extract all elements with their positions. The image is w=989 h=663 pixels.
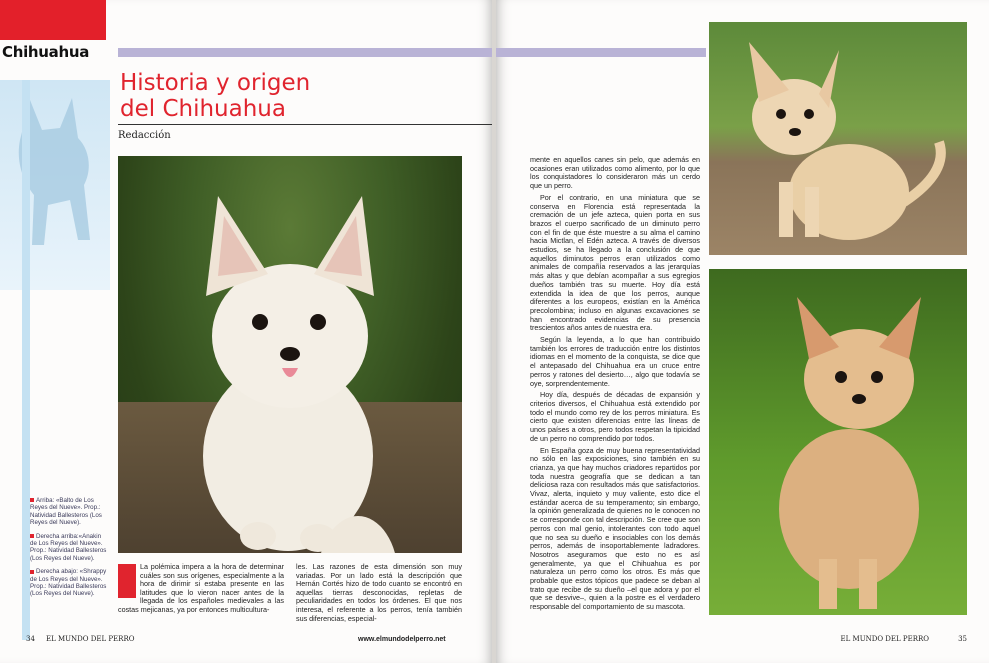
paragraph: mente en aquellos canes sin pelo, que además en ocasiones eran utilizados como alimento, por lo que los conquistadores lo consideraron más un cerdo que un perro. (530, 156, 700, 191)
left-page (0, 0, 492, 663)
dog-illustration (709, 269, 967, 615)
caption-right-bottom: Derecha abajo: «Shrappy de Los Reyes del Nueve». Prop.: Natividad Ballesteros (Los Reyes del Nueve). (30, 568, 107, 598)
top-right-dog-photo (709, 22, 967, 255)
dog-illustration (118, 156, 462, 553)
dog-silhouette-panel (0, 80, 110, 290)
text-column-2: les. Las razones de esta dimensión son muy variadas. Por un lado está la descripción que Hernán Cortés hizo de todo cuanto se encontró en aquellas tierras desconocidas, repletas de peculiaridades en todos los órdenes. El que nos interesa, el referente a los perros, tenía también sus diferencias, especial- (296, 563, 462, 623)
photo-captions (30, 497, 108, 604)
caption-right-top: Derecha arriba:«Anakin de Los Reyes del Nueve». Prop.: Natividad Ballesteros (Los Reyes del Nueve). (30, 532, 107, 562)
bullet-square-icon (30, 570, 34, 574)
title-line-2: del Chihuahua (120, 96, 286, 122)
magazine-name: EL MUNDO DEL PERRO (840, 635, 929, 643)
paragraph: Según la leyenda, a lo que han contribuido también los errores de traducción entre los distintos idiomas en el momento de la conquista, se dice que el antepasado del Chihuahua era un cruce entre perros y ratones del desierto…, algo que todavía se oye, sorprendentemente. (530, 335, 700, 388)
website-link[interactable]: www.elmundodelperro.net (358, 636, 446, 643)
article-body-left (118, 563, 462, 627)
paragraph: Hoy día, después de décadas de expansión y criterios diversos, el Chihuahua está extendido por todo el mundo como rey de los perros miniatura. Es cierto que existen diferencias entre las líneas de unos países a otros, pero todos respetan la tipicidad de un perro no comprendido por todos. (530, 390, 700, 443)
page-number: 35 (958, 635, 967, 643)
paragraph: Por el contrario, en una miniatura que se conserva en Florencia está representada la cremación de un jefe azteca, quien porta en sus brazos el cuerpo sacrificado de un diminuto perro con el fin de que éste muestre a su alma el camino hacia Mictlan, el Edén azteca. A través de diversos estudios, se ha llegado a la conclusión de que aquellos diminutos perros eran utilizados como animales de compañía reservados a las jerarquías más altas y que debían acompañar a sus egregios dueños también tras su muerte. Hoy día está extendida la idea de que los perros, aunque diferentes a los europeos, existían en la América precolombina; incluso en algunas excavaciones se han encontrado evidencias de su presencia trescientos años antes de nuestra era. (530, 192, 700, 333)
drop-cap (118, 564, 136, 598)
article-title (120, 70, 420, 122)
header-lilac-bar-right (496, 48, 706, 57)
text-column-1: La polémica impera a la hora de determinar cuáles son sus orígenes, especialmente a la hora de dirimir si estaba presente en las latitudes que lo vieron nacer antes de la llegada de los españoles medievales a las costas mejicanas, ya por entonces multicultura- (118, 563, 284, 614)
main-dog-photo (118, 156, 462, 553)
title-line-1: Historia y origen (120, 70, 311, 96)
caption-top: Arriba: «Balto de Los Reyes del Nueve». Prop.: Natividad Ballesteros (Los Reyes del Nueve). (30, 497, 102, 527)
title-rule (118, 124, 492, 125)
section-label: Chihuahua (2, 43, 90, 61)
author-byline: Redacción (118, 130, 171, 141)
dog-illustration (709, 22, 967, 255)
bullet-square-icon (30, 498, 34, 502)
right-page (496, 0, 989, 663)
paragraph: En España goza de muy buena representatividad no sólo en las exposiciones, sino también en su crianza, ya que hay muchos criadores repartidos por toda nuestra geografía que se dedican a tan deliciosa raza con resultados más que satisfactorios. Vivaz, alerta, inquieto y muy valiente, esto dice el estándar acerca de su temperamento; sin embargo, la opinión generalizada de quienes no le conocen no se corresponde con tal descripción. Se cree que son perros con mal genio, intolerantes con todo aquel que no sea su dueño e insociables con los demás perros, además de insoportablemente ladradores. Nosotros aseguramos que esto no es así generalmente, ya que el Chihuahua es por naturaleza un perro como los otros. Es más que probable que estos tópicos que padece se deban al trato que recibe de su dueño –el que adora y por el que se desvive–, quien a la postre es el verdadero responsable del comportamiento de su mascota. (530, 445, 700, 612)
article-body-right (530, 156, 700, 626)
page-number: 34 (26, 635, 35, 643)
magazine-name: EL MUNDO DEL PERRO (46, 635, 135, 643)
bottom-right-dog-photo (709, 269, 967, 615)
dog-silhouette-icon (0, 80, 110, 290)
red-corner-tab (0, 0, 106, 40)
side-strip (22, 80, 30, 640)
header-lilac-bar (118, 48, 492, 57)
bullet-square-icon (30, 534, 34, 538)
